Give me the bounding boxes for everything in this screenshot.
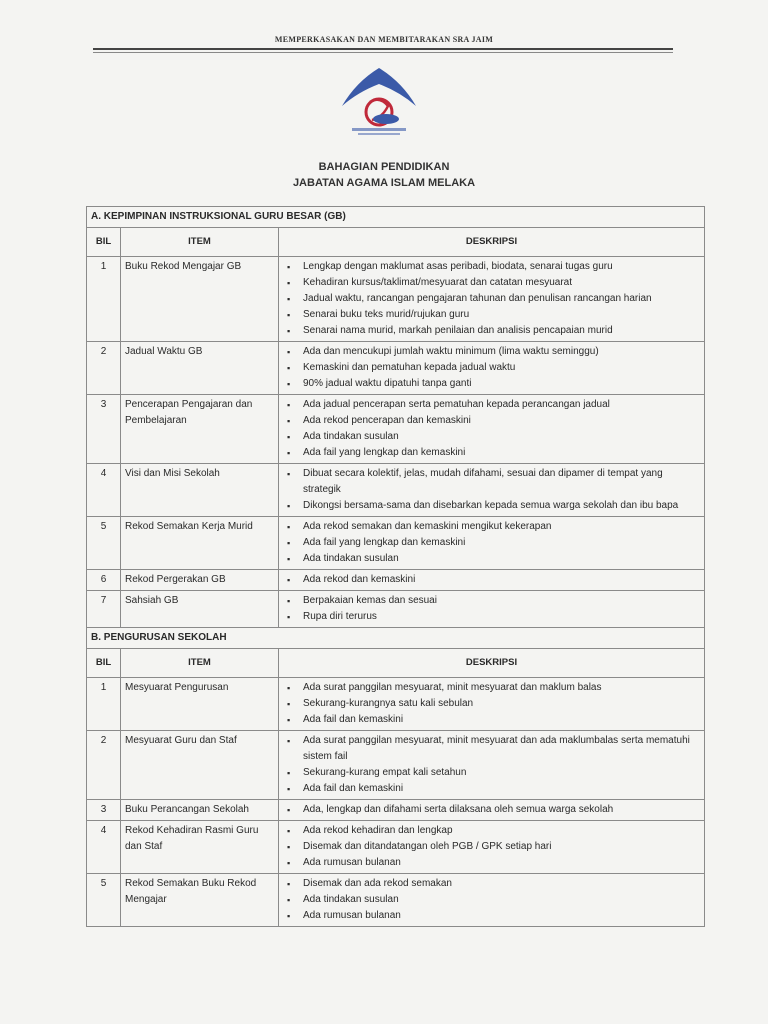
table-row: [87, 464, 705, 517]
column-header-deskripsi: DESKRIPSI: [279, 228, 705, 257]
row-description: [279, 821, 705, 874]
description-item: ▪ 90% jadual waktu dipatuhi tanpa ganti: [303, 376, 700, 392]
row-number: 5: [87, 874, 121, 927]
description-item: ▪ Ada, lengkap dan difahami serta dilaksana oleh semua warga sekolah: [303, 802, 700, 818]
row-number: 4: [87, 821, 121, 874]
description-item: ▪ Dikongsi bersama-sama dan disebarkan kepada semua warga sekolah dan ibu bapa: [303, 498, 700, 514]
assessment-table: [86, 206, 705, 927]
row-number: 3: [87, 800, 121, 821]
description-item: ▪ Senarai nama murid, markah penilaian dan analisis pencapaian murid: [303, 323, 700, 339]
section-title: B. PENGURUSAN SEKOLAH: [87, 628, 705, 649]
description-list: [283, 344, 700, 392]
description-item: ▪ Ada rekod semakan dan kemaskini mengikut kekerapan: [303, 519, 700, 535]
table-row: [87, 257, 705, 342]
row-number: 4: [87, 464, 121, 517]
description-item: ▪ Kehadiran kursus/taklimat/mesyuarat dan catatan mesyuarat: [303, 275, 700, 291]
description-item: ▪ Sekurang-kurang empat kali setahun: [303, 765, 700, 781]
table-row: [87, 395, 705, 464]
row-description: [279, 570, 705, 591]
row-item: Rekod Pergerakan GB: [121, 570, 279, 591]
column-header-item: ITEM: [121, 649, 279, 678]
description-list: [283, 519, 700, 567]
row-item: Rekod Kehadiran Rasmi Guru dan Staf: [121, 821, 279, 874]
description-list: [283, 572, 700, 588]
description-item: ▪ Ada rekod kehadiran dan lengkap: [303, 823, 700, 839]
description-list: [283, 259, 700, 339]
department-title: BAHAGIAN PENDIDIKAN: [318, 161, 450, 173]
description-item: ▪ Ada tindakan susulan: [303, 892, 700, 908]
row-description: [279, 678, 705, 731]
column-header-item: ITEM: [121, 228, 279, 257]
description-item: ▪ Jadual waktu, rancangan pengajaran tahunan dan penulisan rancangan harian: [303, 291, 700, 307]
row-description: [279, 464, 705, 517]
row-item: Visi dan Misi Sekolah: [121, 464, 279, 517]
header-divider: [93, 48, 673, 53]
row-number: 5: [87, 517, 121, 570]
description-item: ▪ Rupa diri terurus: [303, 609, 700, 625]
description-item: ▪ Lengkap dengan maklumat asas peribadi, biodata, senarai tugas guru: [303, 259, 700, 275]
row-number: 6: [87, 570, 121, 591]
description-item: ▪ Ada fail yang lengkap dan kemaskini: [303, 445, 700, 461]
section-header-row: [87, 628, 705, 649]
row-item: Mesyuarat Pengurusan: [121, 678, 279, 731]
row-description: [279, 874, 705, 927]
description-item: ▪ Ada jadual pencerapan serta pematuhan kepada perancangan jadual: [303, 397, 700, 413]
description-item: ▪ Sekurang-kurangnya satu kali sebulan: [303, 696, 700, 712]
table-row: [87, 678, 705, 731]
description-list: [283, 397, 700, 461]
row-number: 1: [87, 678, 121, 731]
description-item: ▪ Berpakaian kemas dan sesuai: [303, 593, 700, 609]
description-item: ▪ Dibuat secara kolektif, jelas, mudah difahami, sesuai dan dipamer di tempat yang strategik: [303, 466, 700, 498]
description-item: ▪ Disemak dan ada rekod semakan: [303, 876, 700, 892]
column-header-row: [87, 228, 705, 257]
section-title: A. KEPIMPINAN INSTRUKSIONAL GURU BESAR (GB): [87, 207, 705, 228]
row-description: [279, 257, 705, 342]
row-description: [279, 731, 705, 800]
row-number: 2: [87, 342, 121, 395]
description-item: ▪ Ada tindakan susulan: [303, 429, 700, 445]
description-item: ▪ Ada surat panggilan mesyuarat, minit mesyuarat dan ada maklumbalas serta mematuhi sistem fail: [303, 733, 700, 765]
row-description: [279, 517, 705, 570]
table-row: [87, 821, 705, 874]
row-description: [279, 800, 705, 821]
column-header-bil: BIL: [87, 649, 121, 678]
description-list: [283, 466, 700, 514]
description-list: [283, 593, 700, 625]
row-number: 1: [87, 257, 121, 342]
section-header-row: [87, 207, 705, 228]
row-item: Rekod Semakan Buku Rekod Mengajar: [121, 874, 279, 927]
row-item: Buku Rekod Mengajar GB: [121, 257, 279, 342]
row-number: 7: [87, 591, 121, 628]
row-item: Jadual Waktu GB: [121, 342, 279, 395]
description-item: ▪ Senarai buku teks murid/rujukan guru: [303, 307, 700, 323]
description-item: ▪ Ada tindakan susulan: [303, 551, 700, 567]
description-item: ▪ Ada dan mencukupi jumlah waktu minimum (lima waktu seminggu): [303, 344, 700, 360]
description-item: ▪ Ada rekod pencerapan dan kemaskini: [303, 413, 700, 429]
row-description: [279, 591, 705, 628]
row-item: Pencerapan Pengajaran dan Pembelajaran: [121, 395, 279, 464]
jaim-logo-icon: [334, 62, 424, 138]
description-item: ▪ Ada rumusan bulanan: [303, 908, 700, 924]
agency-title: JABATAN AGAMA ISLAM MELAKA: [292, 177, 476, 189]
row-number: 3: [87, 395, 121, 464]
column-header-deskripsi: DESKRIPSI: [279, 649, 705, 678]
table-row: [87, 517, 705, 570]
row-item: Buku Perancangan Sekolah: [121, 800, 279, 821]
row-item: Rekod Semakan Kerja Murid: [121, 517, 279, 570]
row-item: Sahsiah GB: [121, 591, 279, 628]
row-item: Mesyuarat Guru dan Staf: [121, 731, 279, 800]
table-row: [87, 874, 705, 927]
description-item: ▪ Ada rumusan bulanan: [303, 855, 700, 871]
page-header: MEMPERKASAKAN DAN MEMBITARAKAN SRA JAIM: [274, 35, 494, 44]
description-list: [283, 733, 700, 797]
description-item: ▪ Ada fail dan kemaskini: [303, 712, 700, 728]
description-item: ▪ Ada fail yang lengkap dan kemaskini: [303, 535, 700, 551]
description-list: [283, 802, 700, 818]
column-header-row: [87, 649, 705, 678]
row-description: [279, 342, 705, 395]
table-row: [87, 570, 705, 591]
description-item: ▪ Ada fail dan kemaskini: [303, 781, 700, 797]
row-description: [279, 395, 705, 464]
description-item: ▪ Ada surat panggilan mesyuarat, minit mesyuarat dan maklum balas: [303, 680, 700, 696]
description-list: [283, 823, 700, 871]
table-row: [87, 342, 705, 395]
description-list: [283, 876, 700, 924]
description-item: ▪ Kemaskini dan pematuhan kepada jadual waktu: [303, 360, 700, 376]
description-item: ▪ Ada rekod dan kemaskini: [303, 572, 700, 588]
table-row: [87, 591, 705, 628]
description-list: [283, 680, 700, 728]
row-number: 2: [87, 731, 121, 800]
description-item: ▪ Disemak dan ditandatangan oleh PGB / GPK setiap hari: [303, 839, 700, 855]
column-header-bil: BIL: [87, 228, 121, 257]
table-row: [87, 731, 705, 800]
table-row: [87, 800, 705, 821]
